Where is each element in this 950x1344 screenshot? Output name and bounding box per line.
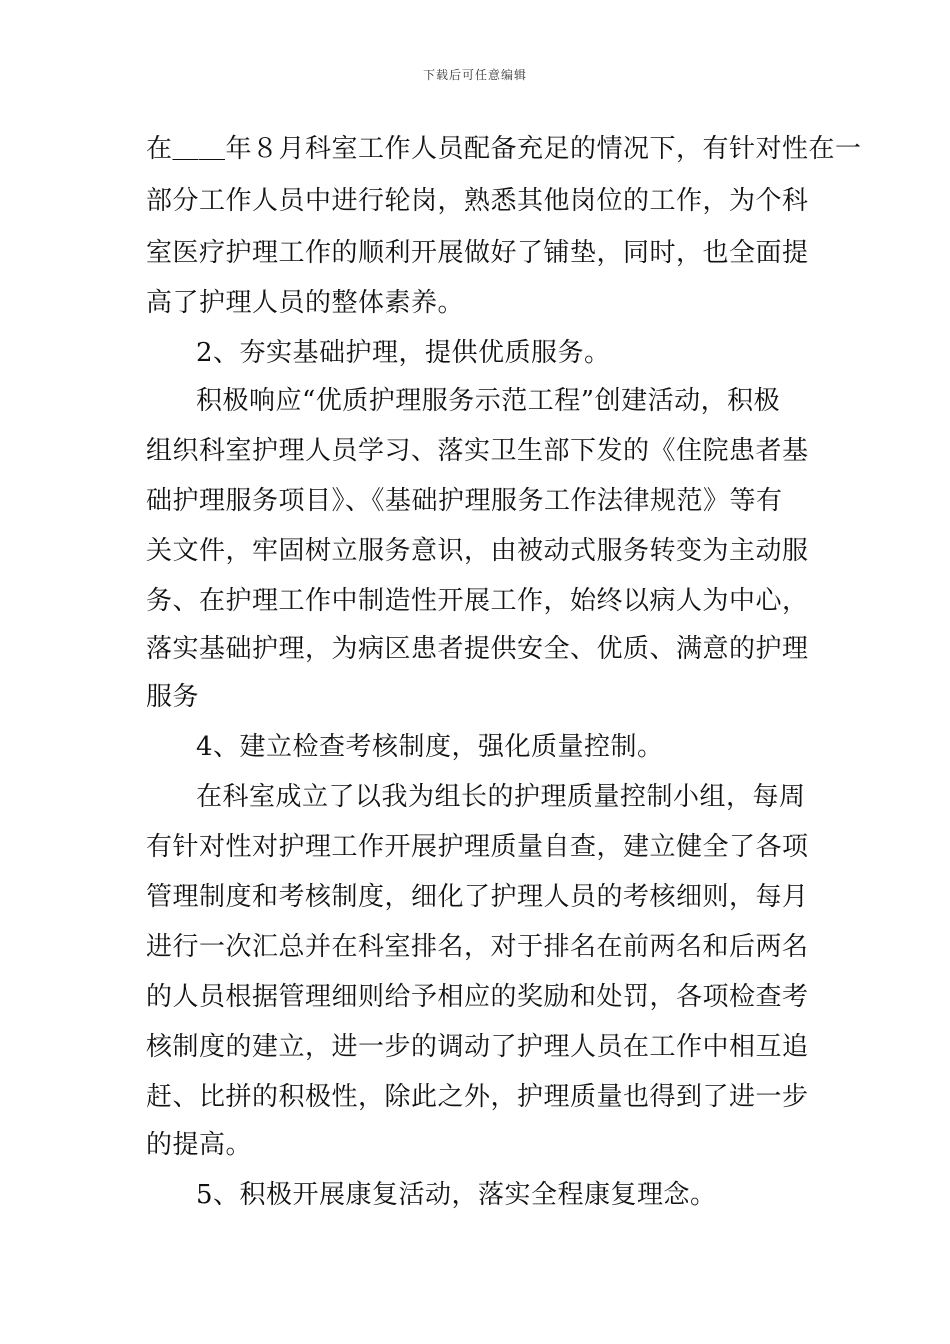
section-heading: 2、夯实基础护理，提供优质服务。 <box>196 338 611 368</box>
text-line: 高了护理人员的整体素养。 <box>146 288 465 318</box>
text-line: 础护理服务项目》、《基础护理服务工作法律规范》等有 <box>146 486 783 516</box>
text-line: 的提高。 <box>146 1130 253 1160</box>
section-heading: 5、积极开展康复活动，落实全程康复理念。 <box>196 1180 717 1210</box>
text-line: 落实基础护理，为病区患者提供安全、优质、满意的护理 <box>146 634 809 664</box>
text-line: 的人员根据管理细则给予相应的奖励和处罚，各项检查考 <box>146 982 809 1012</box>
text-line: 积极响应“优质护理服务示范工程”创建活动，积极 <box>196 386 781 416</box>
text-line: 组织科室护理人员学习、落实卫生部下发的《住院患者基 <box>146 436 809 466</box>
text-line: 关文件，牢固树立服务意识，由被动式服务转变为主动服 <box>146 536 809 566</box>
text-line: 在科室成立了以我为组长的护理质量控制小组，每周 <box>196 782 806 812</box>
section-heading: 4、建立检查考核制度，强化质量控制。 <box>196 732 664 762</box>
text-line: 服务 <box>146 682 200 712</box>
text-line: 核制度的建立，进一步的调动了护理人员在工作中相互追 <box>146 1032 809 1062</box>
text-line: 管理制度和考核制度，细化了护理人员的考核细则，每月 <box>146 882 809 912</box>
text-line: 进行一次汇总并在科室排名，对于排名在前两名和后两名 <box>146 932 809 962</box>
text-line: 赶、比拼的积极性，除此之外，护理质量也得到了进一步 <box>146 1082 809 1112</box>
text-line: 在＿＿年８月科室工作人员配备充足的情况下，有针对性在一 <box>146 134 862 164</box>
page-header: 下载后可任意编辑 <box>422 68 527 82</box>
text-line: 室医疗护理工作的顺利开展做好了铺垫，同时，也全面提 <box>146 238 809 268</box>
text-line: 有针对性对护理工作开展护理质量自查，建立健全了各项 <box>146 832 809 862</box>
text-line: 务、在护理工作中制造性开展工作，始终以病人为中心， <box>146 586 809 616</box>
text-line: 部分工作人员中进行轮岗，熟悉其他岗位的工作，为个科 <box>146 186 809 216</box>
